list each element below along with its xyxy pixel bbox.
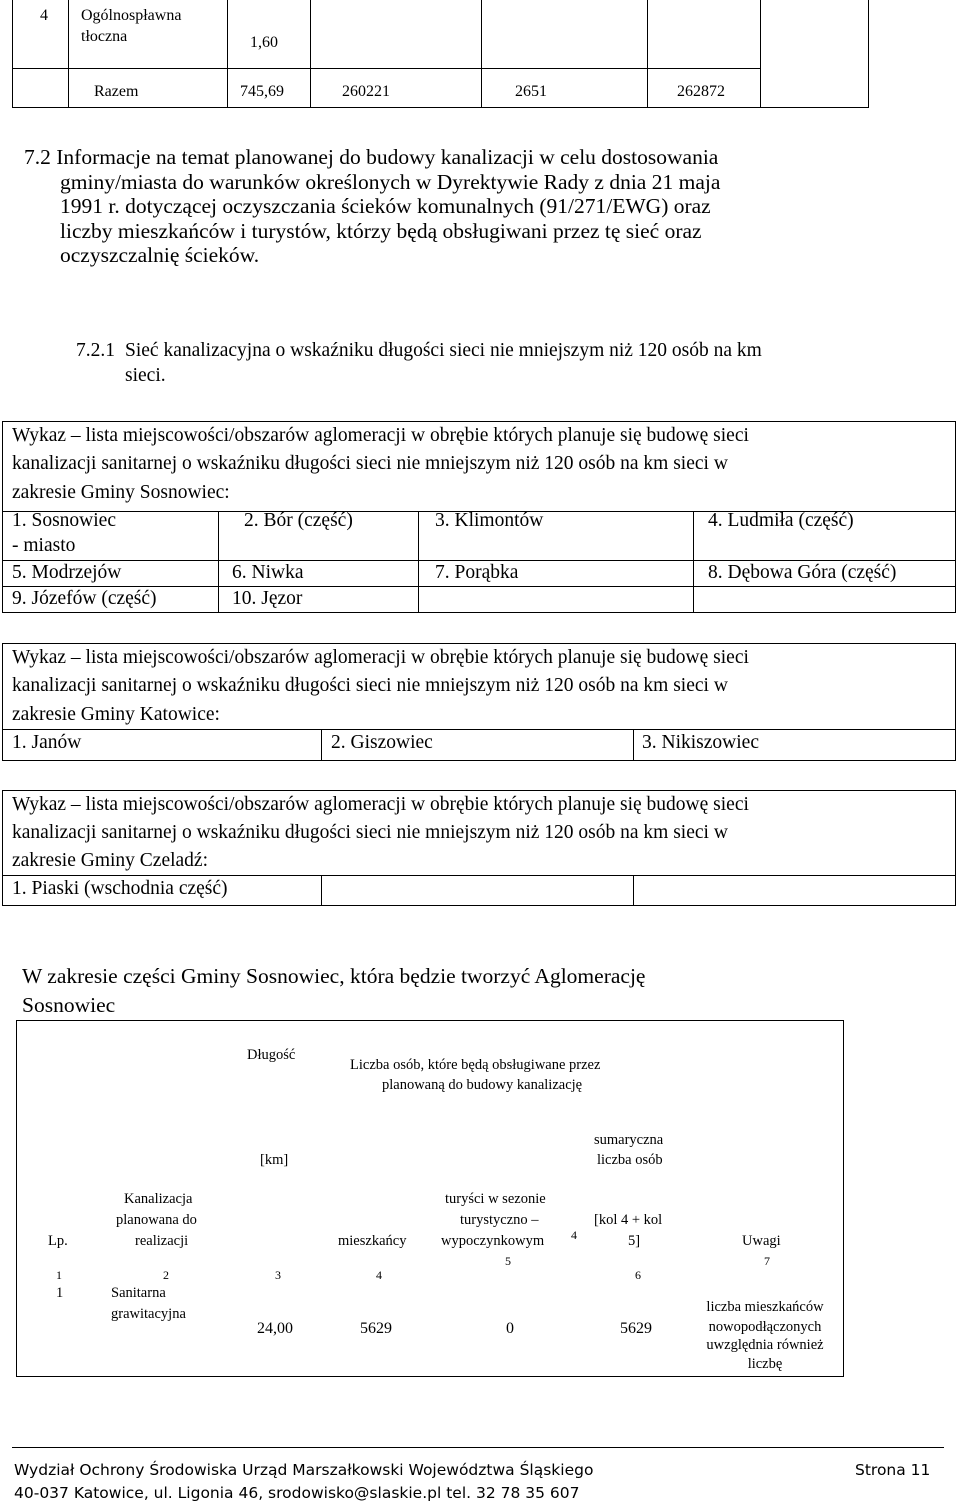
wykaz-text: Wykaz – lista miejscowości/obszarów aglomeracji w obrębie których planuje się budowę sieci: [12, 647, 749, 668]
heading-line: 1991 r. dotyczącej oczyszczania ścieków komunalnych (91/271/EWG) oraz: [60, 194, 711, 218]
list-item: 5. Modrzejów: [12, 562, 122, 583]
table-line: [12, 0, 13, 108]
table-line: [955, 421, 956, 613]
table-line: [2, 643, 955, 644]
row-name: tłoczna: [81, 28, 128, 45]
header-persons: planowaną do budowy kanalizację: [382, 1077, 583, 1093]
table-line: [2, 421, 3, 613]
footer-line: 40-037 Katowice, ul. Ligonia 46, srodowisko@slaskie.pl tel. 32 78 35 607: [14, 1484, 580, 1502]
list-item: 1. Piaski (wschodnia część): [12, 878, 228, 899]
table-line: [955, 643, 956, 761]
header-sum-formula: 5]: [628, 1233, 641, 1249]
column-number: 1: [56, 1268, 62, 1282]
row-lp: 4: [40, 7, 48, 24]
wykaz-text: kanalizacji sanitarnej o wskaźniku długości sieci nie mniejszym niż 120 osób na km sieci w: [12, 822, 728, 843]
column-number: 6: [635, 1268, 641, 1282]
row-name: Sanitarna: [111, 1285, 166, 1301]
total-length: 745,69: [240, 83, 284, 100]
row-name: grawitacyjna: [111, 1306, 186, 1322]
list-item: 3. Nikiszowiec: [642, 732, 759, 753]
table-line: [2, 790, 3, 906]
table-line: [647, 0, 648, 108]
table-line: [2, 421, 955, 422]
header-remarks: Uwagi: [742, 1233, 781, 1249]
section-7-2-1-heading: [125, 339, 945, 388]
table-line: [12, 68, 761, 69]
table-line: [218, 511, 219, 613]
total-sum: 262872: [677, 83, 725, 100]
header-network: planowana do: [116, 1212, 197, 1228]
table-line: [843, 1020, 844, 1377]
header-residents: mieszkańcy: [338, 1233, 407, 1249]
row-length: 1,60: [250, 34, 278, 51]
table-line: [760, 0, 761, 108]
heading-line: Sosnowiec: [22, 992, 116, 1017]
list-item: 10. Jęzor: [232, 588, 303, 609]
row-lp: 1: [56, 1285, 64, 1301]
heading-line: oczyszczalnię ścieków.: [60, 243, 260, 267]
header-tourists-footnote: 4: [571, 1228, 577, 1242]
header-sum: sumaryczna: [594, 1132, 664, 1148]
total-label: Razem: [94, 83, 139, 100]
table-line: [2, 612, 955, 613]
header-persons: Liczba osób, które będą obsługiwane przez: [350, 1057, 601, 1073]
row-residents: 5629: [360, 1320, 392, 1337]
table-line: [310, 0, 311, 108]
table-line: [321, 875, 322, 906]
section-7-2-1-number: 7.2.1: [76, 340, 115, 361]
column-number: 2: [163, 1268, 169, 1282]
header-sum-formula: [kol 4 + kol: [594, 1212, 663, 1228]
table-line: [16, 1020, 17, 1377]
table-line: [12, 107, 869, 108]
wykaz-text: Wykaz – lista miejscowości/obszarów aglomeracji w obrębie których planuje się budowę sieci: [12, 794, 749, 815]
list-item: - miasto: [12, 535, 76, 556]
table-line: [418, 511, 419, 613]
table-line: [16, 1376, 843, 1377]
heading-line: 7.2 Informacje na temat planowanej do budowy kanalizacji w celu dostosowania: [24, 145, 719, 169]
wykaz-text: Wykaz – lista miejscowości/obszarów aglomeracji w obrębie których planuje się budowę sieci: [12, 425, 749, 446]
page-number: Strona 11: [855, 1461, 931, 1479]
table-line: [633, 875, 634, 906]
header-km: [km]: [260, 1152, 289, 1168]
header-tourists: turyści w sezonie: [445, 1191, 546, 1207]
footer-line: Wydział Ochrony Środowiska Urząd Marszałkowski Województwa Śląskiego: [14, 1461, 594, 1479]
table-line: [2, 905, 955, 906]
row-length: 24,00: [257, 1320, 293, 1337]
table-line: [955, 790, 956, 906]
total-residents: 260221: [342, 83, 390, 100]
heading-line: sieci.: [125, 364, 166, 386]
row-remarks: liczbę: [747, 1356, 783, 1372]
aglomeracja-heading: [22, 964, 645, 1017]
heading-line: gminy/miasta do warunków określonych w Dyrektywie Rady z dnia 21 maja: [60, 169, 721, 194]
section-7-2-heading: [24, 145, 944, 268]
footer-divider: [12, 1447, 944, 1448]
row-remarks: uwzględnia również: [706, 1337, 824, 1353]
table-line: [2, 643, 3, 761]
wykaz-text: zakresie Gminy Czeladź:: [12, 850, 208, 871]
header-network: Kanalizacja: [124, 1191, 193, 1207]
table-line: [68, 0, 69, 108]
wykaz-text: zakresie Gminy Sosnowiec:: [12, 482, 230, 503]
list-item: 2. Giszowiec: [331, 732, 433, 753]
total-tourists: 2651: [515, 83, 547, 100]
header-sum: liczba osób: [597, 1152, 663, 1168]
heading-line: liczby mieszkańców i turystów, którzy będą obsługiwani przez tę sieć oraz: [60, 218, 702, 243]
list-item: 9. Józefów (część): [12, 588, 157, 609]
heading-line: W zakresie części Gminy Sosnowiec, która będzie tworzyć Aglomerację: [22, 964, 646, 988]
wykaz-text: kanalizacji sanitarnej o wskaźniku długości sieci nie mniejszym niż 120 osób na km sieci w: [12, 453, 728, 474]
header-network: realizacji: [135, 1233, 189, 1249]
table-line: [16, 1020, 843, 1021]
list-item: 3. Klimontów: [435, 510, 544, 531]
list-item: 2. Bór (część): [244, 510, 353, 531]
table-line: [2, 875, 955, 876]
table-line: [2, 760, 955, 761]
row-sum: 5629: [620, 1320, 652, 1337]
table-line: [693, 511, 694, 613]
heading-line: Sieć kanalizacyjna o wskaźniku długości sieci nie mniejszym niż 120 osób na km: [125, 340, 762, 361]
list-item: 4. Ludmiła (część): [708, 510, 854, 531]
header-lp: Lp.: [48, 1233, 68, 1249]
column-number: 4: [376, 1268, 382, 1282]
table-line: [633, 729, 634, 761]
row-name: Ogólnospławna: [81, 7, 182, 24]
column-number: 7: [764, 1254, 770, 1268]
table-line: [2, 790, 955, 791]
wykaz-text: kanalizacji sanitarnej o wskaźniku długości sieci nie mniejszym niż 120 osób na km sieci w: [12, 675, 728, 696]
header-length: Długość: [247, 1047, 296, 1063]
list-item: 1. Sosnowiec: [12, 510, 116, 531]
table-line: [2, 729, 955, 730]
column-number: 3: [275, 1268, 281, 1282]
wykaz-text: zakresie Gminy Katowice:: [12, 704, 220, 725]
header-tourists: wypoczynkowym: [441, 1233, 545, 1249]
row-remarks: nowopodłączonych: [708, 1319, 822, 1335]
column-number: 5: [505, 1254, 511, 1268]
row-remarks: liczba mieszkańców: [706, 1299, 824, 1315]
header-tourists: turystyczno –: [460, 1212, 539, 1228]
table-line: [868, 0, 869, 108]
table-line: [227, 0, 228, 108]
table-line: [321, 729, 322, 761]
row-tourists: 0: [506, 1320, 514, 1337]
table-line: [481, 0, 482, 108]
list-item: 6. Niwka: [232, 562, 304, 583]
list-item: 1. Janów: [12, 732, 82, 753]
list-item: 8. Dębowa Góra (część): [708, 562, 897, 583]
list-item: 7. Porąbka: [435, 562, 519, 583]
